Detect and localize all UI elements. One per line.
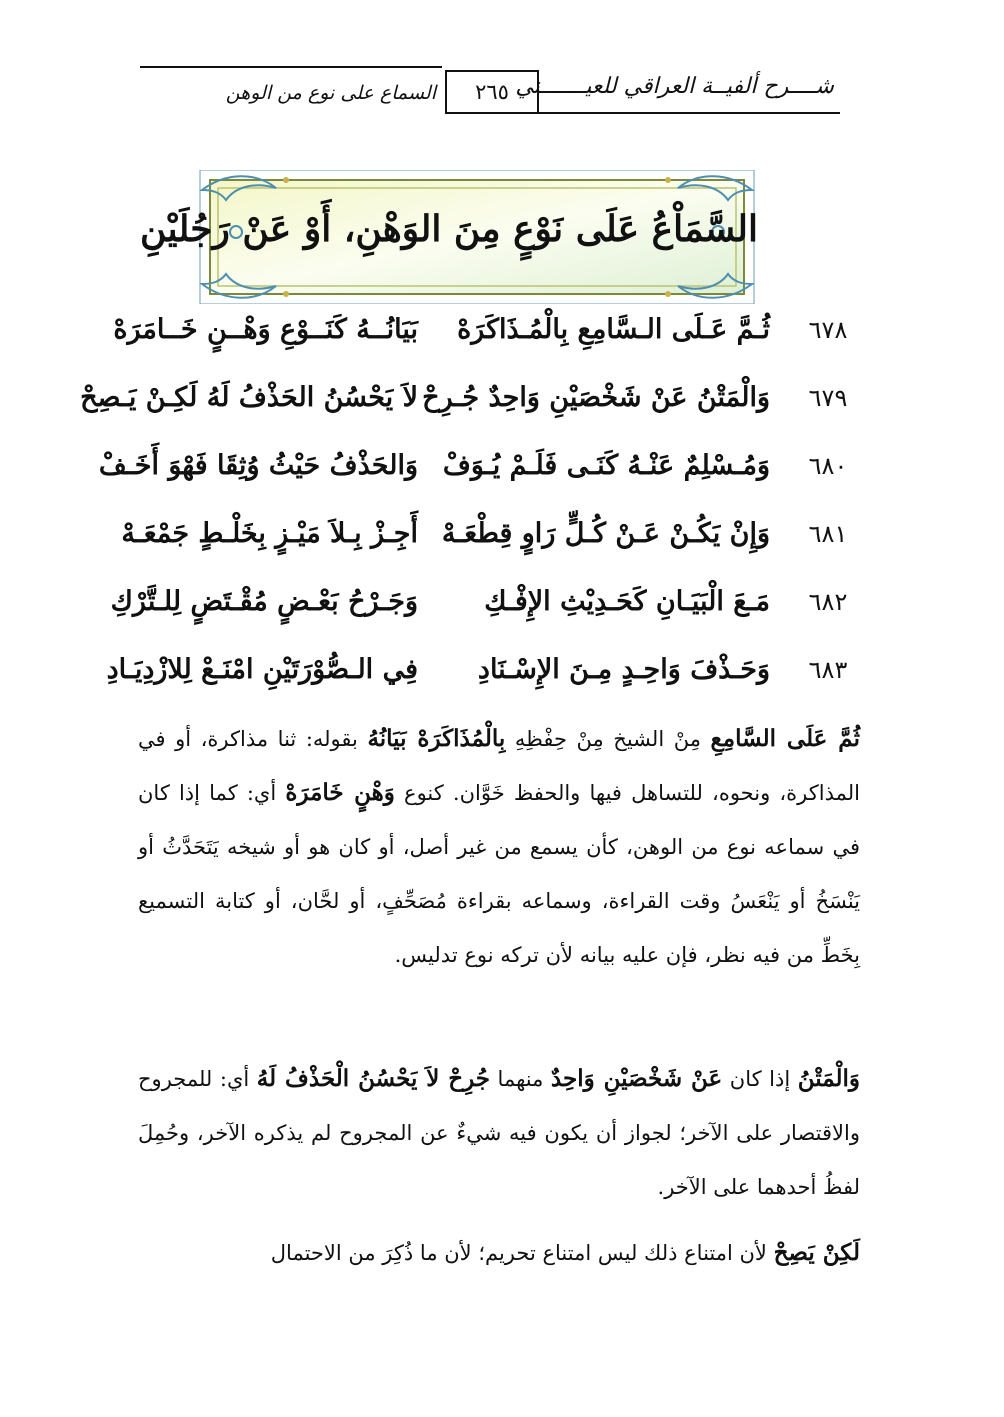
quoted-verse-text: ثُمَّ عَلَى السَّامِعِ [710, 725, 861, 752]
verse-first-hemistich: وَمُـسْلِمٌ عَنْـهُ كَنَـى فَلَـمْ يُـوَفْ [442, 450, 770, 481]
commentary-paragraph [138, 1052, 860, 1214]
verse-row [106, 650, 858, 718]
commentary-text: بقوله: ثنا مذاكرة، أو في المذاكرة، ونحوه، للتساهل فيها والحفظ خَوَّان. كنوع [138, 727, 860, 805]
verse-first-hemistich: ثُـمَّ عَـلَى الـسَّامِعِ بِالْمُـذَاكَرَهْ [457, 314, 770, 345]
verse-second-hemistich: بَيَانُــهُ كَنَــوْعِ وَهْــنٍ خَــامَرَهْ [113, 314, 418, 345]
verse-list [80, 310, 858, 718]
header-book-title: شــــرح ألفيــة العراقي للعيـــــــني [538, 66, 840, 114]
verse-second-hemistich: وَالحَذْفُ حَيْثُ وُثِقَا فَهْوَ أَخَـفْ [98, 450, 418, 481]
commentary-paragraph [138, 712, 860, 982]
verse-row [110, 582, 858, 650]
commentary-text: مِنْ الشيخ مِنْ حِفْظِهِ [505, 727, 711, 751]
quoted-verse-text: لَكِنْ يَصِحْ [773, 1239, 860, 1266]
verse-row [80, 378, 858, 446]
commentary-text: أي: كما إذا كان في سماعه نوع من الوهن، كأن يسمع من غير أصل، أو كان هو أو شيخه يَتَحَدَّثُ أو يَنْسَخُ أو يَنْعَسُ وقت القراءة، وسماعه بقراءة مُصَحِّفٍ، أو لحَّان، أو كتابة التسميع بِخَطِّ من فيه نظر، فإن عليه بيانه لأن تركه نوع تدليس. [138, 781, 860, 967]
chapter-title-frame [140, 170, 758, 304]
verse-second-hemistich: فِي الـصُّوْرَتَيْنِ امْنَـعْ لِلازْدِيَـادِ [106, 654, 418, 685]
verse-first-hemistich: وَالْمَتْنُ عَنْ شَخْصَيْنِ وَاحِدٌ جُـرِحْ [422, 382, 770, 413]
header-chapter-title: السماع على نوع من الوهن [140, 66, 442, 114]
verse-first-hemistich: وَحَـذْفَ وَاحِـدٍ مِـنَ الإِسْـنَادِ [477, 654, 770, 685]
verse-second-hemistich: لاَ يَحْسُنُ الحَذْفُ لَهُ لَكِـنْ يَـصِحْ [80, 382, 418, 413]
verse-number: ٦٨٣ [808, 656, 848, 684]
commentary-text: منهما [490, 1067, 551, 1091]
quoted-verse-text: جُرِحْ لاَ يَحْسُنُ الْحَذْفُ لَهُ [256, 1065, 490, 1092]
quoted-verse-text: وَالْمَتْنُ [797, 1065, 861, 1092]
commentary-text: أي: للمجروح والاقتصار على الآخر؛ لجواز أن يكون فيه شيءٌ عن المجروح لم يذكره الآخر، وحُمِلَ لفظُ أحدهما على الآخر. [138, 1067, 860, 1199]
commentary-text: إذا كان [722, 1067, 798, 1091]
verse-second-hemistich: وَجَـرْحُ بَعْـضٍ مُقْـتَضٍ لِلـتَّرْكِ [110, 586, 418, 617]
verse-first-hemistich: وَإِنْ يَكُـنْ عَـنْ كُـلٍّ رَاوٍ قِطْعَـهْ [441, 518, 770, 549]
quoted-verse-text: بِالْمُذَاكَرَهْ بَيَانُهُ [367, 725, 506, 752]
running-header [140, 66, 840, 116]
verse-number: ٦٨٢ [808, 588, 848, 616]
verse-row [118, 514, 858, 582]
verse-second-hemistich: أَجِـزْ بِـلاَ مَيْـزٍ بِخَلْـطٍ جَمْعَـهْ [121, 518, 418, 549]
commentary-text: لأن امتناع ذلك ليس امتناع تحريم؛ لأن ما ذُكِرَ من الاحتمال [270, 1241, 774, 1265]
verse-first-hemistich: مَـعَ الْبَيَـانِ كَحَـدِيْثِ الإِفْـكِ [484, 586, 770, 617]
quoted-verse-text: عَنْ شَخْصَيْنِ وَاحِدٌ [550, 1065, 723, 1092]
verse-row [98, 446, 858, 514]
verse-number: ٦٧٨ [808, 316, 848, 344]
verse-number: ٦٨١ [808, 520, 848, 548]
verse-number: ٦٨٠ [808, 452, 848, 480]
verse-row [113, 310, 858, 378]
quoted-verse-text: وَهْنٍ خَامَرَهْ [285, 779, 395, 806]
page-number: ٢٦٥ [445, 70, 539, 114]
commentary-paragraph [138, 1226, 860, 1280]
verse-number: ٦٧٩ [808, 384, 848, 412]
chapter-title: السَّمَاْعُ عَلَى نَوْعٍ مِنَ الوَهْنِ، أَوْ عَنْ رَجُلَيْنِ [140, 208, 758, 250]
